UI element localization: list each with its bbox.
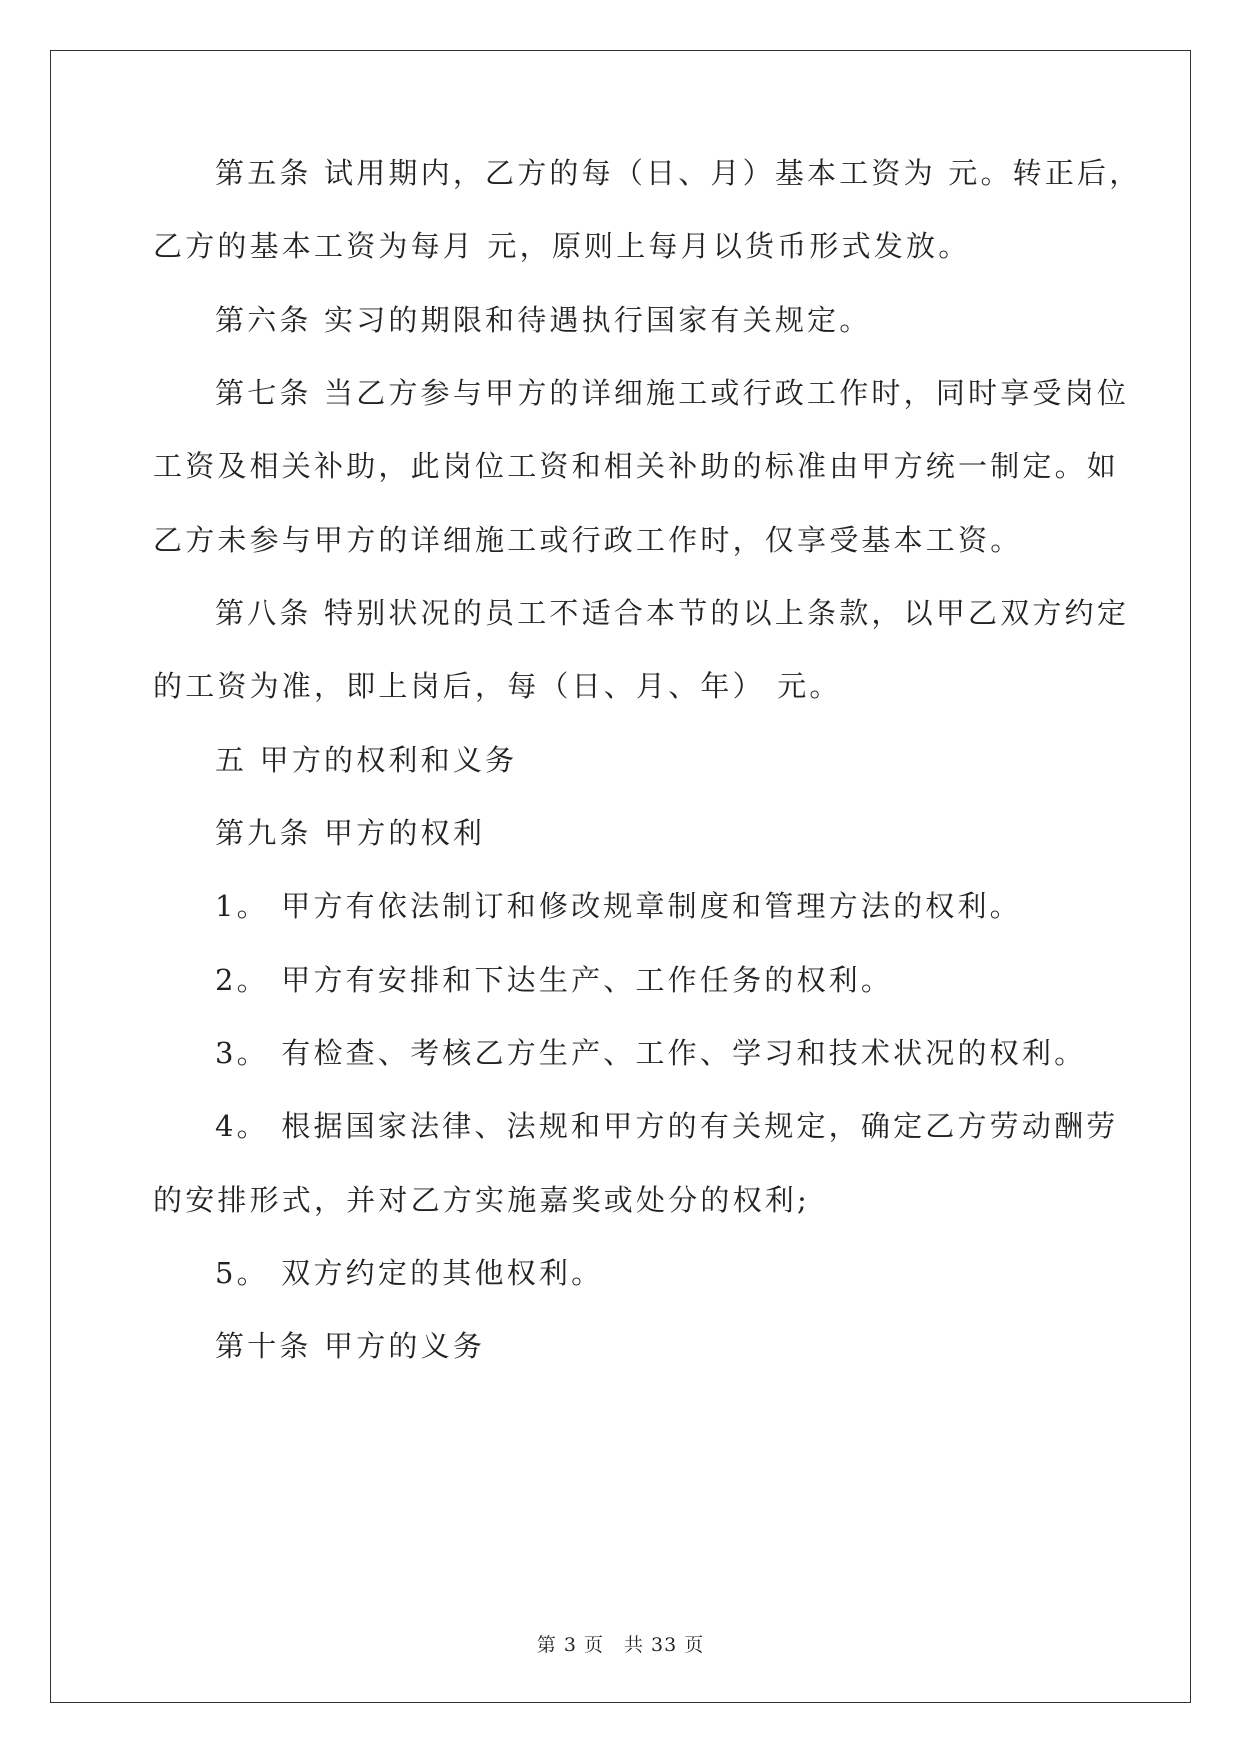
page-number: 第 3 页 共 33 页 — [536, 1634, 705, 1656]
article-heading: 第十条 甲方的义务 — [215, 1329, 486, 1363]
text-line: 的工资为准，即上岗后，每（日、月、年） 元。 — [153, 669, 842, 703]
list-item-continuation: 的安排形式，并对乙方实施嘉奖或处分的权利; — [153, 1183, 810, 1217]
text-line: 工资及相关补助，此岗位工资和相关补助的标准由甲方统一制定。如 — [153, 449, 1120, 483]
list-item: 3。 有检查、考核乙方生产、工作、学习和技术状况的权利。 — [215, 1036, 1087, 1070]
list-item: 4。 根据国家法律、法规和甲方的有关规定，确定乙方劳动酬劳 — [215, 1109, 1119, 1143]
article-heading: 第九条 甲方的权利 — [215, 816, 486, 850]
text-line: 第八条 特别状况的员工不适合本节的以上条款，以甲乙双方约定 — [215, 596, 1130, 630]
section-heading: 五 甲方的权利和义务 — [215, 743, 518, 777]
text-line: 第五条 试用期内，乙方的每（日、月）基本工资为 元。转正后， — [215, 156, 1142, 190]
text-line: 乙方的基本工资为每月 元，原则上每月以货币形式发放。 — [153, 229, 971, 263]
text-line: 第六条 实习的期限和待遇执行国家有关规定。 — [215, 303, 872, 337]
list-item: 5。 双方约定的其他权利。 — [215, 1256, 604, 1290]
text-line: 乙方未参与甲方的详细施工或行政工作时，仅享受基本工资。 — [153, 523, 1023, 557]
page-border — [50, 50, 1191, 1703]
list-item: 1。 甲方有依法制订和修改规章制度和管理方法的权利。 — [215, 889, 1022, 923]
list-item: 2。 甲方有安排和下达生产、工作任务的权利。 — [215, 963, 894, 997]
text-line: 第七条 当乙方参与甲方的详细施工或行政工作时，同时享受岗位 — [215, 376, 1130, 410]
